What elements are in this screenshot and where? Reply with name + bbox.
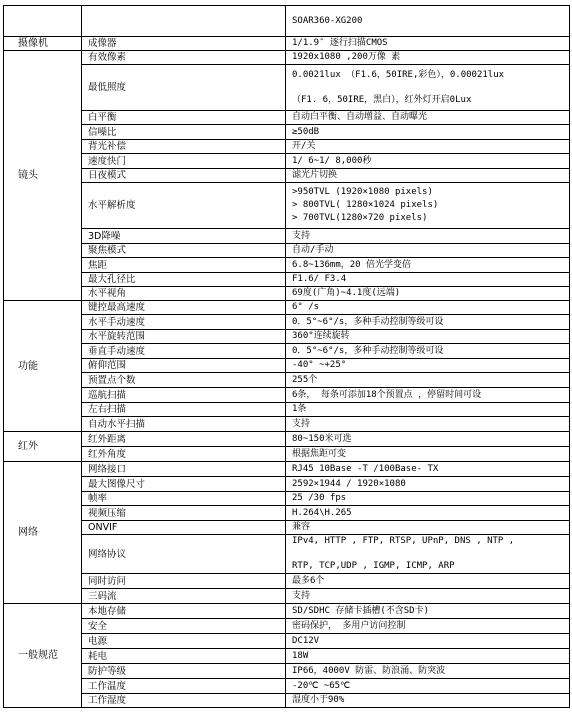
spec-name: 信噪比 <box>82 125 286 140</box>
spec-name: 视频压缩 <box>82 506 286 521</box>
spec-row <box>4 589 570 604</box>
spec-row <box>4 183 570 229</box>
spec-value <box>286 535 570 574</box>
spec-row <box>4 462 570 477</box>
spec-value-line: ≥50dB <box>292 126 320 137</box>
spec-value-line: 兼容 <box>292 522 311 532</box>
spec-table <box>3 5 570 708</box>
spec-value <box>286 604 570 619</box>
spec-name: 工作温度 <box>82 679 286 694</box>
spec-value <box>286 140 570 154</box>
model-name: SOAR360-XG200 <box>286 6 570 37</box>
spec-value-line: 25 /30 fps <box>292 493 347 503</box>
spec-value-line: -40° ~+25° <box>292 360 347 370</box>
spec-name: 耗电 <box>82 649 286 664</box>
spec-value <box>286 344 570 359</box>
category-cell: 红外 <box>4 432 82 462</box>
spec-name: 水平手动速度 <box>82 315 286 330</box>
spec-row <box>4 344 570 359</box>
spec-name: 水平旋转范围 <box>82 330 286 344</box>
spec-value-line: 0．5°~6°/s，多种手动控制等级可设 <box>292 316 444 327</box>
spec-value <box>286 154 570 169</box>
spec-name: ONVIF <box>82 521 286 535</box>
spec-row <box>4 111 570 125</box>
spec-row <box>4 634 570 649</box>
spec-row <box>4 447 570 462</box>
spec-row <box>4 315 570 330</box>
spec-value-line: 密码保护， 多用户访问控制 <box>292 620 406 631</box>
spec-row <box>4 649 570 664</box>
spec-value <box>286 403 570 417</box>
spec-value <box>286 169 570 183</box>
spec-row <box>4 273 570 287</box>
spec-value <box>286 373 570 388</box>
spec-value <box>286 388 570 403</box>
spec-value <box>286 574 570 589</box>
spec-value <box>286 125 570 140</box>
spec-name: 自动水平扫描 <box>82 417 286 432</box>
spec-value-line: 1/ 6~1/ 8,000秒 <box>292 155 372 166</box>
spec-value-line: 自动白平衡、自动增益、自动曝光 <box>292 112 428 122</box>
spec-value <box>286 258 570 273</box>
spec-value-line: 自动/手动 <box>292 245 334 255</box>
spec-name: 最大图像尺寸 <box>82 477 286 492</box>
spec-name: 水平视角 <box>82 287 286 301</box>
spec-name: 键控最高速度 <box>82 301 286 315</box>
spec-row <box>4 679 570 694</box>
spec-value <box>286 649 570 664</box>
spec-value <box>286 432 570 447</box>
header-blank-cell <box>4 6 82 37</box>
spec-value <box>286 273 570 287</box>
spec-value <box>286 477 570 492</box>
spec-row <box>4 51 570 65</box>
spec-name: 聚焦模式 <box>82 244 286 258</box>
spec-row <box>4 535 570 574</box>
spec-value <box>286 664 570 679</box>
spec-row <box>4 359 570 373</box>
spec-value <box>286 589 570 604</box>
spec-value <box>286 315 570 330</box>
spec-value-line: 开/关 <box>292 141 316 151</box>
spec-name: 左右扫描 <box>82 403 286 417</box>
spec-name: 日夜模式 <box>82 169 286 183</box>
spec-value-line: >950TVL (1920×1080 pixels) <box>292 187 433 197</box>
spec-value-line: SD/SDHC 存储卡插槽(不含SD卡) <box>292 605 430 616</box>
spec-name: 电源 <box>82 634 286 649</box>
spec-value <box>286 111 570 125</box>
spec-value <box>286 634 570 649</box>
spec-name: 红外角度 <box>82 447 286 462</box>
spec-name: 三码流 <box>82 589 286 604</box>
spec-value <box>286 330 570 344</box>
spec-value <box>286 244 570 258</box>
spec-row <box>4 388 570 403</box>
spec-value-line: 支持 <box>292 230 311 241</box>
spec-value-line: DC12V <box>292 635 320 646</box>
spec-row <box>4 521 570 535</box>
spec-row <box>4 330 570 344</box>
spec-value <box>286 506 570 521</box>
spec-value <box>286 183 570 229</box>
spec-row <box>4 65 570 111</box>
spec-row <box>4 417 570 432</box>
spec-value-line: 支持 <box>292 590 311 601</box>
spec-row <box>4 492 570 506</box>
spec-row <box>4 373 570 388</box>
spec-row <box>4 403 570 417</box>
spec-name: 红外距离 <box>82 432 286 447</box>
spec-name: 水平解析度 <box>82 183 286 229</box>
spec-value <box>286 51 570 65</box>
spec-name: 有效像素 <box>82 51 286 65</box>
spec-value-line: H.264\H.265 <box>292 507 352 518</box>
spec-value-line: 0.0021lux （F1.6，50IRE,彩色），0.00021lux <box>292 69 505 80</box>
spec-row <box>4 229 570 244</box>
spec-value-line: 0．5°~6°/s，多种手动控制等级可设 <box>292 345 444 356</box>
spec-value <box>286 694 570 708</box>
spec-value-line: IPv4, HTTP , FTP, RTSP, UPnP, DNS , NTP , <box>292 536 515 546</box>
spec-value <box>286 492 570 506</box>
spec-row <box>4 154 570 169</box>
spec-value-line: 6条， 每条可添加18个预置点 ，停留时间可设 <box>292 389 482 400</box>
model-header-row <box>4 6 570 37</box>
spec-value-line: 1条 <box>292 404 307 414</box>
header-blank-cell <box>82 6 286 37</box>
spec-name: 最低照度 <box>82 65 286 111</box>
spec-name: 本地存储 <box>82 604 286 619</box>
spec-value-line: 最多6个 <box>292 575 325 586</box>
spec-name: 成像器 <box>82 37 286 51</box>
spec-row <box>4 432 570 447</box>
spec-name: 背光补偿 <box>82 140 286 154</box>
spec-row <box>4 125 570 140</box>
spec-value-line: 6.8~136mm，20 倍光学变倍 <box>292 259 412 270</box>
spec-row <box>4 477 570 492</box>
spec-row <box>4 619 570 634</box>
spec-value-line: F1.6/ F3.4 <box>292 274 347 284</box>
spec-name: 网络接口 <box>82 462 286 477</box>
spec-value <box>286 521 570 535</box>
spec-name: 巡航扫描 <box>82 388 286 403</box>
spec-row <box>4 694 570 708</box>
spec-value <box>286 287 570 301</box>
spec-value-line: 80~150米可选 <box>292 433 352 444</box>
category-cell: 镜头 <box>4 51 82 301</box>
spec-value-line: > 700TVL(1280×720 pixels) <box>292 213 428 223</box>
spec-value <box>286 417 570 432</box>
spec-row <box>4 37 570 51</box>
spec-name: 速度快门 <box>82 154 286 169</box>
spec-value-line: -20℃ ~65℃ <box>292 680 351 691</box>
spec-name: 焦距 <box>82 258 286 273</box>
spec-value-line: RTP, TCP,UDP , IGMP, ICMP, ARP <box>292 561 455 571</box>
spec-row <box>4 604 570 619</box>
spec-value <box>286 301 570 315</box>
spec-row <box>4 664 570 679</box>
spec-value-line: 1920x1080 ,200万像 素 <box>292 52 401 62</box>
spec-name: 3D降噪 <box>82 229 286 244</box>
spec-name: 俯仰范围 <box>82 359 286 373</box>
spec-value <box>286 679 570 694</box>
spec-name: 垂直手动速度 <box>82 344 286 359</box>
spec-value-line: 2592×1944 / 1920×1080 <box>292 478 406 489</box>
category-cell: 功能 <box>4 301 82 432</box>
spec-value <box>286 447 570 462</box>
spec-value-line: 6° /s <box>292 302 320 312</box>
spec-value <box>286 619 570 634</box>
spec-name: 帧率 <box>82 492 286 506</box>
category-cell: 摄像机 <box>4 37 82 51</box>
spec-value-line: 360°连续旋转 <box>292 331 350 341</box>
category-cell: 网络 <box>4 462 82 604</box>
spec-value <box>286 462 570 477</box>
spec-value-line: RJ45 10Base -T /100Base- TX <box>292 463 439 474</box>
spec-value <box>286 359 570 373</box>
spec-value-line: 69度(广角)~4.1度(远端) <box>292 288 401 298</box>
spec-value-line: 支持 <box>292 418 311 429</box>
spec-name: 预置点个数 <box>82 373 286 388</box>
spec-value-line: 255个 <box>292 374 318 385</box>
spec-row <box>4 574 570 589</box>
category-cell: 一般规范 <box>4 604 82 708</box>
spec-value-line: > 800TVL( 1280×1024 pixels) <box>292 200 439 210</box>
spec-row <box>4 258 570 273</box>
spec-name: 工作湿度 <box>82 694 286 708</box>
spec-value-line: 根据焦距可变 <box>292 448 347 459</box>
spec-row <box>4 506 570 521</box>
spec-row <box>4 301 570 315</box>
spec-value-line: 湿度小于90% <box>292 695 345 705</box>
spec-value-line: 滤光片切换 <box>292 170 338 180</box>
spec-value-line: IP66，4000V 防雷、防浪涌、防突波 <box>292 665 446 676</box>
spec-value <box>286 37 570 51</box>
spec-name: 最大孔径比 <box>82 273 286 287</box>
spec-row <box>4 287 570 301</box>
spec-row <box>4 244 570 258</box>
spec-name: 同时访问 <box>82 574 286 589</box>
spec-value-line: 18W <box>292 650 309 661</box>
spec-value-line: 1/1.9″ 逐行扫描CMOS <box>292 38 388 48</box>
spec-row <box>4 169 570 183</box>
spec-value <box>286 229 570 244</box>
spec-name: 网络协议 <box>82 535 286 574</box>
spec-value-line: （F1. 6，50IRE，黑白），红外灯开启0Lux <box>292 94 472 105</box>
spec-name: 白平衡 <box>82 111 286 125</box>
spec-name: 安全 <box>82 619 286 634</box>
spec-row <box>4 140 570 154</box>
spec-name: 防护等级 <box>82 664 286 679</box>
spec-value <box>286 65 570 111</box>
